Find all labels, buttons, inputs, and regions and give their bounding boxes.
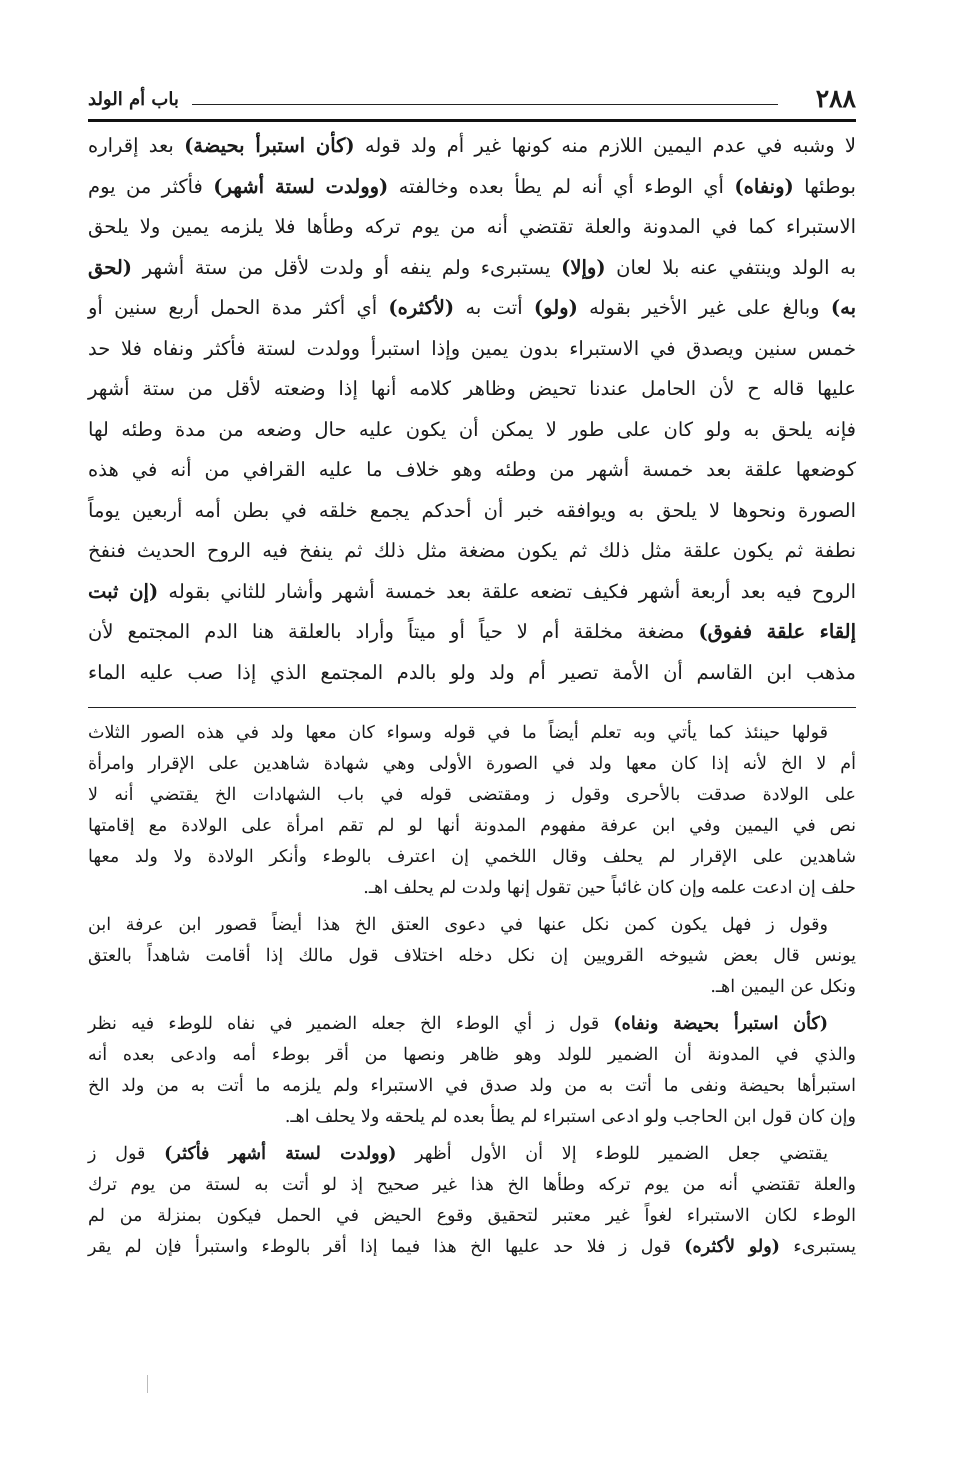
commentary-paragraph: [88, 1139, 856, 1263]
text-line: [88, 941, 856, 972]
text-run: الروح فيه بعد أربعة أشهر فكيف تضعه علقة بعد خمسة أشهر وأشار للثاني بقوله: [158, 579, 856, 603]
text-run: قول ز أي الوطء الخ جعله الضمير في نفاه للوطء فيه نظر: [88, 1014, 614, 1034]
text-run: كوضعها علقة بعد خمسة أشهر من وطئه وهو خلاف ما عليه القرافي من أنه في هذه: [88, 458, 856, 481]
footnote-divider: [88, 707, 856, 708]
matn-quote: (كأن استبرأ بحيضة): [184, 134, 355, 157]
matn-quote: (لأكثره): [388, 296, 455, 319]
text-run: قول ز فلا حد عليها الخ هذا فيما إذا أقر بالوطء واستبرأ فإن لم يقر: [88, 1237, 685, 1257]
commentary: [88, 718, 856, 1263]
page-number: ٢٨٨: [815, 84, 856, 113]
text-run: الوطء لكان الاستبراء لغواً غير معتبر لتحقيق وقوع الحيض في الحمل فيكون بمنزلة من لم: [88, 1206, 856, 1226]
text-line: [88, 910, 856, 941]
matn-quote: (ولو): [533, 296, 578, 319]
text-run: يونس قال بعض شيوخه القرويين إن نكل دخله اختلاف قول مالك إذا أقامت شاهداً بالعتق: [88, 946, 856, 966]
text-run: الاستبراء كما في المدونة والعلة تقتضي أنه من يوم تركه وطأها فلا يلزمه يمين ولا يلحق: [88, 215, 856, 238]
matn-quote: (إن ثبت: [88, 579, 159, 603]
text-run: عليها قاله ح لأن الحامل عندنا تحيض وظاهر كلامه أنها إذا وضعته لأقل من ستة أشهر: [88, 377, 856, 400]
main-text: [88, 126, 856, 693]
text-line: [88, 811, 856, 842]
text-run: والذي في المدونة أن الضمير للولد وهو ظاهر ونصها من أقر بوطء أمه وادعى بعده أنه: [88, 1045, 856, 1065]
footer-mark: [147, 1375, 148, 1393]
text-run: وقول ز فهل يكون كمن نكل عنها في دعوى العتق الخ هذا أيضاً قصور ابن عرفة ابن: [88, 915, 828, 935]
text-line: [88, 288, 856, 329]
text-line: [88, 207, 856, 248]
text-run: فإنه يلحق به ولو كان على طور لا يمكن أن يكون عليه حال وضعه من مدة وطئه لها: [88, 417, 856, 441]
text-line: [88, 972, 856, 1003]
text-run: قولها حينئذ كما يأتي وبه تعلم أيضاً ما في قوله وسواء كان معها ولد في هذه الصور الثلاث: [88, 723, 828, 743]
text-run: يستبرىء ولم ينفه أو ولدت لأقل من ستة أشهر: [132, 255, 562, 279]
text-line: [88, 126, 856, 167]
text-run: أم لا الخ لأنه إذا كان معها ولد في الصورة الأولى وهي شهادة شاهدين على الإقرار وامرأة: [88, 754, 856, 774]
text-line: [88, 718, 856, 749]
text-run: يستبرىء: [779, 1237, 856, 1257]
matn-quote: (لحق: [88, 255, 133, 279]
text-run: بعد إقراره: [88, 134, 185, 157]
text-line: [88, 248, 856, 289]
text-run: أي الوطء أي أنه لم يطأ بعده وخالفته: [388, 174, 735, 198]
text-line: [88, 167, 856, 208]
text-line: [88, 369, 856, 410]
commentary-paragraph: [88, 718, 856, 904]
page-header: [88, 82, 856, 120]
text-line: [88, 873, 856, 904]
chapter-title: باب أم الولد: [88, 89, 179, 110]
text-run: قول ز: [88, 1144, 165, 1164]
matn-quote: إلقاء علقة ففوق): [698, 620, 857, 643]
text-run: أي أكثر مدة الحمل أربع سنين أو: [88, 296, 389, 319]
text-line: [88, 491, 856, 532]
text-line: [88, 842, 856, 873]
text-line: [88, 653, 856, 694]
text-line: [88, 329, 856, 370]
text-run: وإن كان قول ابن الحاجب ولو ادعى استبراء لم يطأ بعده لم يلحقه ولا يحلف اهـ.: [284, 1107, 856, 1127]
text-run: بوطئها: [793, 174, 856, 198]
text-line: [88, 1040, 856, 1071]
text-line: [88, 1232, 856, 1263]
matn-quote: (ولو لأكثره): [684, 1237, 780, 1257]
text-run: على الولادة صدقت بالأحرى وقول ز ومقتضى قوله في باب الشهادات الخ يقتضي أنه لا: [88, 785, 856, 805]
text-run: شاهدين على الإقرار لم يحلف وقال اللخمي إن اعترف بالوطء وأنكر الولادة ولا ولد معها: [88, 847, 856, 867]
matn-quote: (وولدت لستة أشهر): [213, 174, 389, 198]
matn-quote: به): [830, 296, 856, 319]
text-run: حلف إن ادعت علمه وإن كان غائباً حين تقول إنها ولدت لم يحلف اهـ.: [363, 878, 856, 898]
page: [88, 82, 856, 1477]
text-run: يقتضي جعل الضمير للوطء إلا أن الأول أظهر: [396, 1144, 828, 1164]
text-run: نص في اليمين وفي ابن عرفة مفهوم المدونة أنها لو لم تقم امرأة على الولادة مع إقامتها: [88, 816, 856, 836]
text-line: [88, 531, 856, 572]
text-run: ونكل عن اليمين اهـ.: [710, 977, 856, 997]
text-run: نطفة ثم يكون علقة مثل ذلك ثم يكون مضغة مثل ذلك ثم ينفخ فيه الروح الحديث فنفخ: [88, 539, 856, 562]
text-line: [88, 1071, 856, 1102]
text-line: [88, 1201, 856, 1232]
text-run: مذهب ابن القاسم أن الأمة تصير أم ولد ولو بالدم المجتمع الذي إذا صب عليه الماء: [88, 660, 856, 684]
header-thin-rule: [192, 104, 778, 105]
text-line: [88, 410, 856, 451]
text-line: [88, 1170, 856, 1201]
text-line: [88, 572, 856, 613]
text-line: [88, 1102, 856, 1133]
matn-quote: (وولدت لستة أشهر فأكثر): [164, 1144, 397, 1164]
commentary-paragraph: [88, 910, 856, 1003]
text-run: فأكثر من يوم: [88, 174, 214, 198]
matn-quote: (ونفاه): [734, 174, 794, 198]
commentary-paragraph: [88, 1009, 856, 1133]
text-line: [88, 1139, 856, 1170]
text-line: [88, 612, 856, 653]
matn-quote: (كأن استبرأ بحيضة ونفاه): [613, 1014, 829, 1034]
text-line: [88, 450, 856, 491]
text-run: وبالغ على غير الأخير بقوله: [577, 296, 831, 319]
text-run: الصورة ونحوها لا يلحق به ويوافقه خبر أن أحدكم يجمع خلقه في بطن أمه أربعين يوماً: [88, 498, 856, 522]
text-run: أتت به: [454, 296, 534, 319]
text-run: مضغة مخلقة أم لا حياً أو ميتاً وأراد بالعلقة هنا الدم المجتمع لأن: [88, 620, 699, 643]
text-run: لا وشبه في عدم اليمين اللازم منه كونها غير أم ولد قوله: [354, 134, 856, 157]
text-run: به الولد وينتفي عنه بلا لعان: [605, 255, 857, 279]
text-line: [88, 749, 856, 780]
text-run: استبرأها بحيضة ونفى ما أتت به من ولد صدق في الاستبراء ولم يلزمه ما أتت به من ولد الخ: [88, 1076, 856, 1096]
header-rule: [88, 119, 856, 122]
text-run: خمس سنين ويصدق في الاستبراء بدون يمين وإذا استبرأ وولدت لستة فأكثر ونفاه فلا حد: [88, 336, 856, 360]
matn-quote: (وإلا): [561, 255, 606, 279]
text-run: والعلة تقتضي أنه من يوم تركه وطأها الخ هذا غير صحيح إذ لو أتت به لستة من يوم ترك: [88, 1175, 856, 1195]
text-line: [88, 780, 856, 811]
text-line: [88, 1009, 856, 1040]
